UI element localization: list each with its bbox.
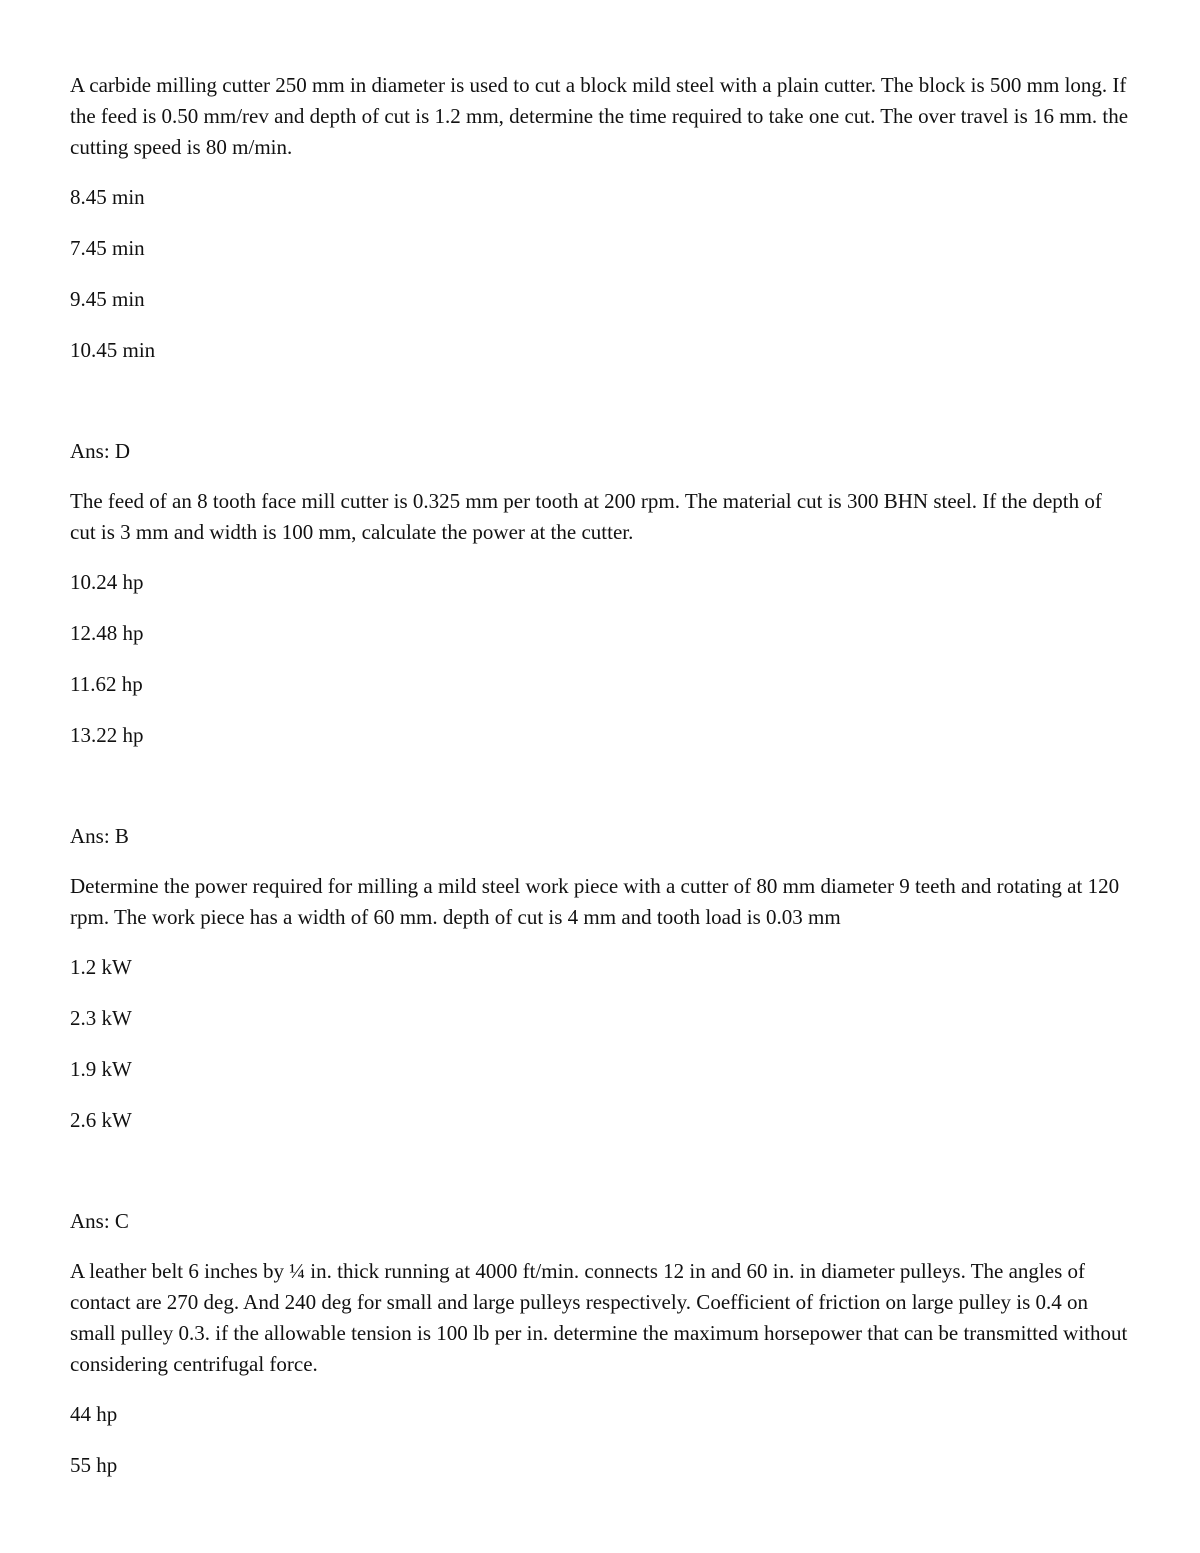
spacer (70, 1156, 1130, 1206)
question-block (70, 70, 1130, 467)
option-a: 10.24 hp (70, 570, 144, 594)
question-text: The feed of an 8 tooth face mill cutter is 0.325 mm per tooth at 200 rpm. The material cut is 300 BHN steel. If the depth of cut is 3 mm and width is 100 mm, calculate the power at the cutter. (70, 489, 1102, 544)
question-text: A leather belt 6 inches by ¼ in. thick running at 4000 ft/min. connects 12 in and 60 in. in diameter pulleys. The angles of contact are 270 deg. And 240 deg for small and large pulleys respectively. Coefficient of friction on large pulley is 0.4 on small pulley 0.3. if the allowable tension is 100 lb per in. determine the maximum horsepower that can be transmitted without considering centrifugal force. (70, 1259, 1128, 1376)
option-c: 9.45 min (70, 287, 145, 311)
answer-text: Ans: C (70, 1209, 129, 1233)
option-d: 10.45 min (70, 338, 156, 362)
question-text: Determine the power required for milling a mild steel work piece with a cutter of 80 mm diameter 9 teeth and rotating at 120 rpm. The work piece has a width of 60 mm. depth of cut is 4 mm and tooth load is 0.03 mm (70, 874, 1120, 929)
spacer (70, 386, 1130, 436)
option-d: 2.6 kW (70, 1108, 132, 1132)
option-d: 13.22 hp (70, 723, 144, 747)
question-block (70, 486, 1130, 852)
option-c: 11.62 hp (70, 672, 143, 696)
option-b: 12.48 hp (70, 621, 144, 645)
spacer (70, 771, 1130, 821)
option-b: 55 hp (70, 1453, 118, 1477)
question-block (70, 871, 1130, 1237)
option-a: 1.2 kW (70, 955, 132, 979)
option-c: 1.9 kW (70, 1057, 132, 1081)
document-page (70, 70, 1130, 1501)
answer-text: Ans: D (70, 439, 131, 463)
option-a: 44 hp (70, 1402, 118, 1426)
option-b: 7.45 min (70, 236, 145, 260)
option-b: 2.3 kW (70, 1006, 132, 1030)
question-block (70, 1256, 1130, 1481)
answer-text: Ans: B (70, 824, 129, 848)
option-a: 8.45 min (70, 185, 145, 209)
question-text: A carbide milling cutter 250 mm in diameter is used to cut a block mild steel with a plain cutter. The block is 500 mm long. If the feed is 0.50 mm/rev and depth of cut is 1.2 mm, determine the time required to take one cut. The over travel is 16 mm. the cutting speed is 80 m/min. (70, 73, 1129, 159)
